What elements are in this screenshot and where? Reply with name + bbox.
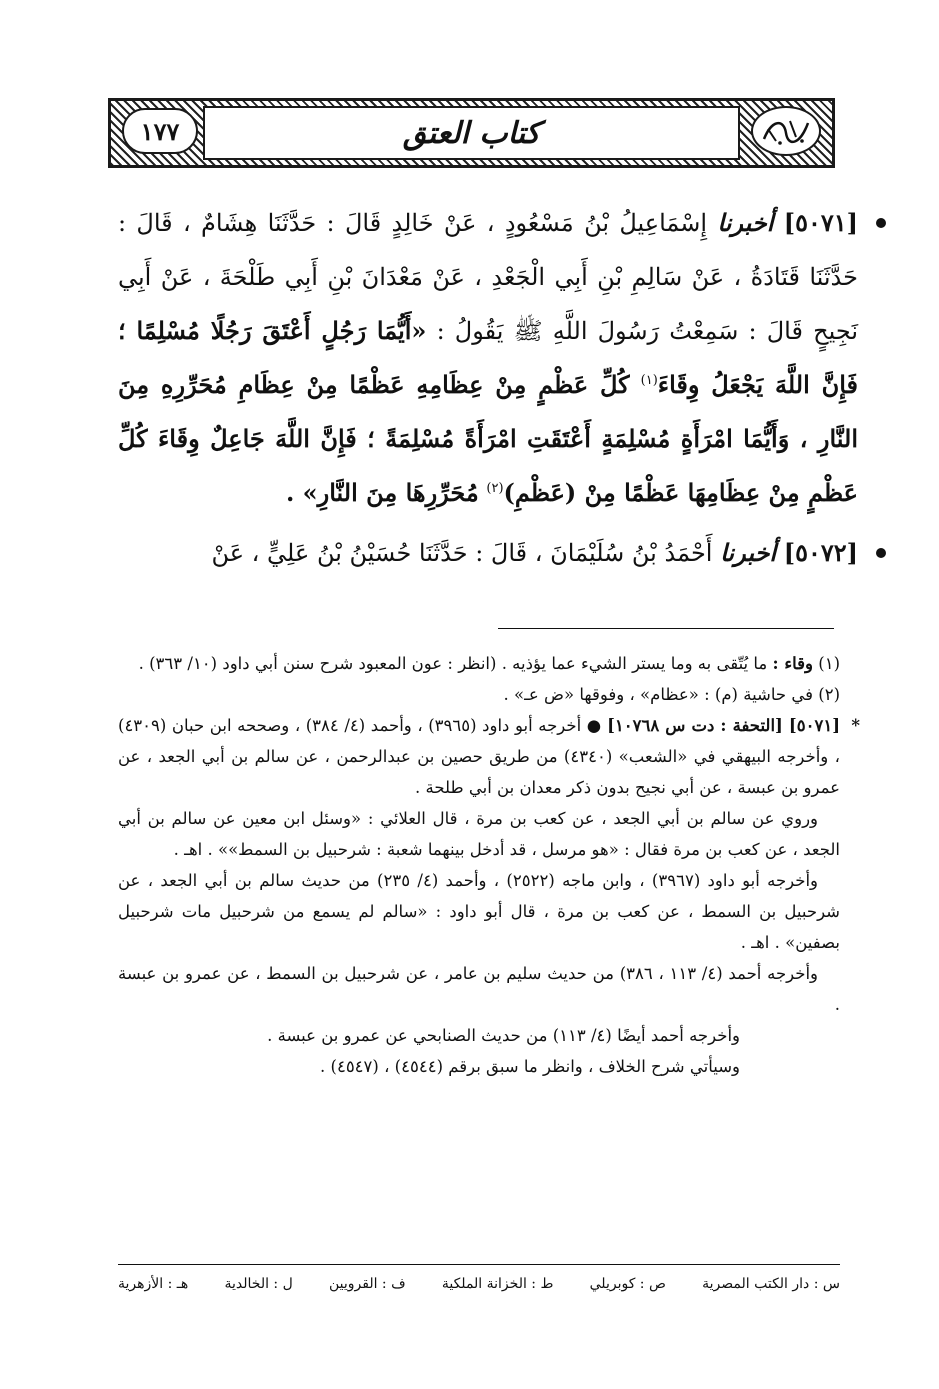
footnote-ref[interactable]: (١)	[640, 373, 658, 388]
footnote-divider	[498, 628, 834, 629]
hadith-matn-part-3: مُحَرِّرِهَا مِنَ النَّارِ» .	[285, 478, 479, 507]
takhrij-paragraph: وأخرجه أحمد (٤/ ١١٣ ، ٣٨٦) من حديث سليم بن عامر ، عن شرحبيل بن السمط ، عن عمرو بن عبسة .	[118, 964, 840, 1014]
page-number: ١٧٧	[122, 108, 198, 154]
footnote-1	[118, 648, 840, 679]
footnote-text: في حاشية (م) : «عظام» ، وفوقها «ض عـ» .	[503, 685, 813, 704]
takhrij-paragraph: وروي عن سالم بن أبي الجعد ، عن كعب بن مرة ، قال العلائي : «وسئل ابن معين عن سالم بن أبي الجعد ، عن كعب بن مرة فقال : «هو مرسل ، قد أدخل بينهما شعبة : شرحبيل بن السمط»» . اهـ .	[118, 809, 840, 859]
akhbarana-word: أخبرنا	[720, 538, 777, 567]
footnote-number: (١)	[818, 654, 840, 673]
sigla-item: ص : كوبريلي	[589, 1276, 666, 1292]
footnote-number: (٢)	[818, 685, 840, 704]
bullet-icon	[876, 548, 886, 558]
takhrij-paragraph: وأخرجه أحمد أيضًا (٤/ ١١٣) من حديث الصنابحي عن عمرو بن عبسة .	[267, 1026, 740, 1045]
takhrij-heading-line	[118, 710, 860, 803]
logo-calligraphy-icon	[756, 111, 816, 151]
takhrij-line: ● أخرجه أبو داود (٣٩٦٥) ، وأحمد (٤/ ٣٨٤) ، وصححه ابن حبان (٤٣٠٩) ، وأخرجه البيهقي في «الشعب» (٤٣٤٠) من طريق حصين بن عبدالرحمن ، عن سالم بن أبي الجعد ، عن عمرو بن عبسة ، عن أبي نجيح بدون ذكر معدان بن أبي طلحة .	[118, 716, 840, 797]
manuscript-sigla	[118, 1276, 840, 1292]
takhrij-paragraph: وأخرجه أبو داود (٣٩٦٧) ، وابن ماجه (٢٥٢٢) ، وأحمد (٤/ ٢٣٥) من حديث سالم بن أبي الجعد ، عن شرحبيل بن السمط ، عن كعب بن مرة ، قال أبو داود : «سالم لم يسمع من شرحبيل مات شرحبيل بصفين» . اهـ .	[118, 871, 840, 952]
footnote-text: ما يُتّقى به وما يستر الشيء عما يؤذيه . (انظر : عون المعبود شرح سنن أبي داود (١٠/ ٣٦٣) .	[138, 654, 768, 673]
hadith-isnad: إِسْمَاعِيلُ بْنُ مَسْعُودٍ ، عَنْ خَالِدٍ قَالَ : حَدَّثَنَا هِشَامٌ ، قَالَ : حَدَّثَنَا قَتَادَةُ ، عَنْ سَالِمِ بْنِ أَبِي الْجَعْدِ ، عَنْ مَعْدَانَ بْنِ أَبِي طَلْحَةَ ، عَنْ أَبِي نَجِيحٍ قَالَ : سَمِعْتُ رَسُولَ اللَّهِ ﷺ يَقُولُ :	[118, 209, 859, 345]
hadith-matn-part-2: كُلِّ عَظْمٍ مِنْ عِظَامِهِ عَظْمًا مِنْ عِظَامِ مُحَرِّرِهِ مِنَ النَّارِ ، وَأَيُّمَا امْرَأَةٍ مُسْلِمَةٍ أَعْتَقَتِ امْرَأَةً مُسْلِمَةً ؛ فَإِنَّ اللَّهَ جَاعِلٌ وِقَاءَ كُلِّ عَظْمٍ مِنْ عِظَامِهَا عَظْمًا مِنْ (عَظْمِ)	[118, 370, 858, 507]
footnote-term: وقاء :	[772, 654, 813, 673]
takhrij-paragraph: وسيأتي شرح الخلاف ، وانظر ما سبق برقم (٤٥٤٤) ، (٤٥٤٧) .	[320, 1057, 740, 1076]
star-icon: *	[851, 716, 860, 735]
bullet-icon	[876, 218, 886, 228]
sigla-item: ل : الخالدية	[224, 1276, 293, 1292]
footnote-2	[118, 679, 840, 710]
sigla-item: ف : القرويين	[328, 1276, 406, 1292]
series-logo	[751, 106, 821, 156]
hadith-number: [٥٠٧١]	[783, 208, 858, 237]
page-header	[108, 98, 835, 168]
hadith-5072	[118, 526, 858, 580]
hadith-matn-part-1: «أَيُّمَا رَجُلٍ أَعْتَقَ رَجُلًا مُسْلِمًا ؛ فَإِنَّ اللَّهَ يَجْعَلُ وِقَاءَ	[118, 316, 858, 399]
sigla-item: هـ : الأزهرية	[118, 1276, 189, 1292]
hadith-number: [٥٠٧٢]	[783, 538, 858, 567]
footnotes-section	[118, 648, 860, 1082]
akhbarana-word: أخبرنا	[717, 208, 774, 237]
hadith-isnad: أَحْمَدُ بْنُ سُلَيْمَانَ ، قَالَ : حَدَّثَنَا حُسَيْنُ بْنُ عَلِيٍّ ، عَنْ	[211, 539, 713, 567]
main-text	[118, 196, 858, 586]
footnote-ref[interactable]: (٢)	[486, 481, 504, 496]
sigla-divider	[118, 1264, 840, 1265]
takhrij-heading: [٥٠٧١] [التحفة : دت س ١٠٧٦٨]	[607, 716, 840, 735]
book-title: كتاب العتق	[402, 115, 541, 151]
sigla-item: س : دار الكتب المصرية	[702, 1276, 840, 1292]
hadith-5071	[118, 196, 858, 520]
sigla-item: ط : الخزانة الملكية	[441, 1276, 554, 1292]
header-title-box	[203, 106, 740, 160]
